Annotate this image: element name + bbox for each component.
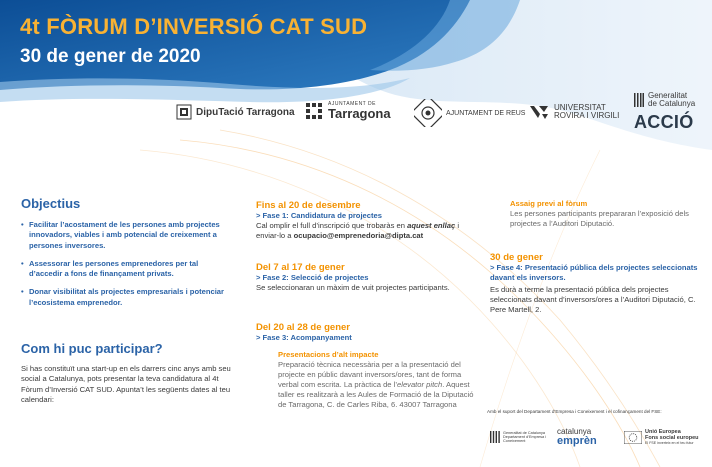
fase1-date: Fins al 20 de desembre	[256, 200, 361, 211]
assaig-title: Assaig previ al fòrum	[510, 199, 588, 208]
logo-diputacio	[176, 104, 295, 120]
reus-label: AJUNTAMENT DE REUS	[446, 109, 526, 117]
logo-generalitat-accio	[634, 92, 695, 133]
fase1-email[interactable]: ocupacio@emprenedoria@dipta.cat	[293, 231, 424, 240]
footer-logo-ue	[624, 430, 698, 445]
fase3-date: Del 20 al 28 de gener	[256, 322, 350, 333]
generalitat-line2: de Catalunya	[648, 99, 696, 109]
list-item: • Assessorar les persones emprenedores per tal d’accedir a fons de finançament privats.	[21, 259, 231, 280]
gencat-small-label: Generalitat de Catalunya Departament d’Empresa i Coneixement	[503, 431, 547, 444]
fase1-text-part: Cal omplir el full d’inscripció que trobaràs en	[256, 221, 408, 230]
footer-logo-gencat	[490, 431, 549, 444]
fase1-link[interactable]: aquest enllaç	[407, 221, 456, 230]
fase4-title: > Fase 4: Presentació pública dels projectes seleccionats davant els inversors.	[490, 263, 698, 282]
fase3-sub-text	[278, 360, 478, 410]
fase1-text-part: i enviar-lo a	[256, 221, 460, 240]
logo-ajuntament-reus	[414, 99, 525, 127]
assaig-block	[510, 199, 702, 229]
objectius-heading: Objectius	[21, 196, 81, 211]
fase3-sub-title: Presentacions d’alt impacte	[278, 350, 379, 359]
fase3-block	[256, 322, 478, 410]
page-title: 4t FÒRUM D’INVERSIÓ CAT SUD	[20, 14, 368, 39]
list-item: • Donar visibilitat als projectes empresarials i potenciar l’ecosistema emprenedor.	[21, 287, 231, 308]
gencat-stripes-icon	[490, 431, 500, 443]
ue-line3: El FSE inverteix en el teu futur	[645, 440, 694, 445]
generalitat-line1: Generalitat	[648, 91, 688, 100]
objectius-list	[21, 220, 231, 316]
fase2-date: Del 7 al 17 de gener	[256, 262, 345, 273]
diputacio-label: DipuTació Tarragona	[196, 106, 295, 118]
fase4-block	[490, 252, 702, 315]
fase3-sub-text-part: . Aquest taller es realitzarà a les Aules de Formació de la Diputació de Tarragona, C. de Carles Riba, 6. 43007 Tarragona	[278, 380, 474, 409]
fase4-date: 30 de gener	[490, 252, 543, 263]
fase1-title: > Fase 1: Candidatura de projectes	[256, 211, 382, 220]
diputacio-crest-icon	[176, 104, 192, 120]
list-item: • Facilitar l’acostament de les persones amb projectes innovadors, viables i amb potencial de creixement a persones inversores.	[21, 220, 231, 251]
support-note: Amb el suport del Departament d’Empresa i Coneixement i el cofinançament del FSE:	[487, 409, 662, 414]
reus-seal-icon	[414, 99, 442, 127]
urv-line2: ROVIRA I VIRGILI	[554, 111, 620, 120]
tarragona-small-label: AJUNTAMENT DE	[328, 101, 376, 107]
event-date: 30 de gener de 2020	[20, 46, 201, 67]
assaig-text: Les persones participants prepararan l’exposició dels projectes a l’Auditori Diputació.	[510, 209, 689, 228]
logo-ajuntament-tarragona	[304, 101, 391, 121]
fase3-title: > Fase 3: Acompanyament	[256, 333, 352, 342]
empren-label: emprèn	[557, 435, 597, 447]
generalitat-flag-icon	[634, 93, 644, 107]
accio-label: ACCIÓ	[634, 111, 694, 132]
fase2-title: > Fase 2: Selecció de projectes	[256, 273, 369, 282]
fase3-elevator-pitch: elevator pitch	[397, 380, 443, 389]
tarragona-big-label: Tarragona	[328, 106, 391, 121]
fase3-sub-text-part: Preparació tècnica necessària per a la presentació del projecte en públic davant inversors/ores, tant de forma verbal com escrita. La pràctica de l’	[278, 360, 462, 389]
footer-logo-catalunya-empren	[557, 428, 597, 447]
fase1-block	[256, 200, 478, 241]
fase2-block	[256, 262, 478, 293]
eu-flag-icon	[624, 431, 642, 444]
fase1-text	[256, 221, 478, 241]
urv-line1: UNIVERSITAT	[554, 102, 606, 112]
ue-line2: Fons social europeu	[645, 434, 699, 441]
tarragona-crest-icon	[304, 101, 324, 121]
catalunya-label: catalunya	[557, 427, 592, 436]
urv-logo-icon	[528, 102, 550, 122]
logo-urv	[528, 102, 619, 122]
fase2-text: Se seleccionaran un màxim de vuit projectes participants.	[256, 283, 450, 292]
fase4-text: Es durà a terme la presentació pública dels projectes seleccionats davant d’inversors/ores a l’Auditori Diputació, C. Pere Martell, 2.	[490, 285, 696, 314]
participar-heading: Com hi puc participar?	[21, 341, 163, 356]
ue-line1: Unió Europea	[645, 429, 681, 435]
participar-text: Si has constituït una start-up en els darrers cinc anys amb seu social a Catalunya, pots presentar la teva candidatura al 4t Fòrum d’Inversió CAT SUD. Apunta’t les següents dates al teu calendari:	[21, 364, 231, 404]
